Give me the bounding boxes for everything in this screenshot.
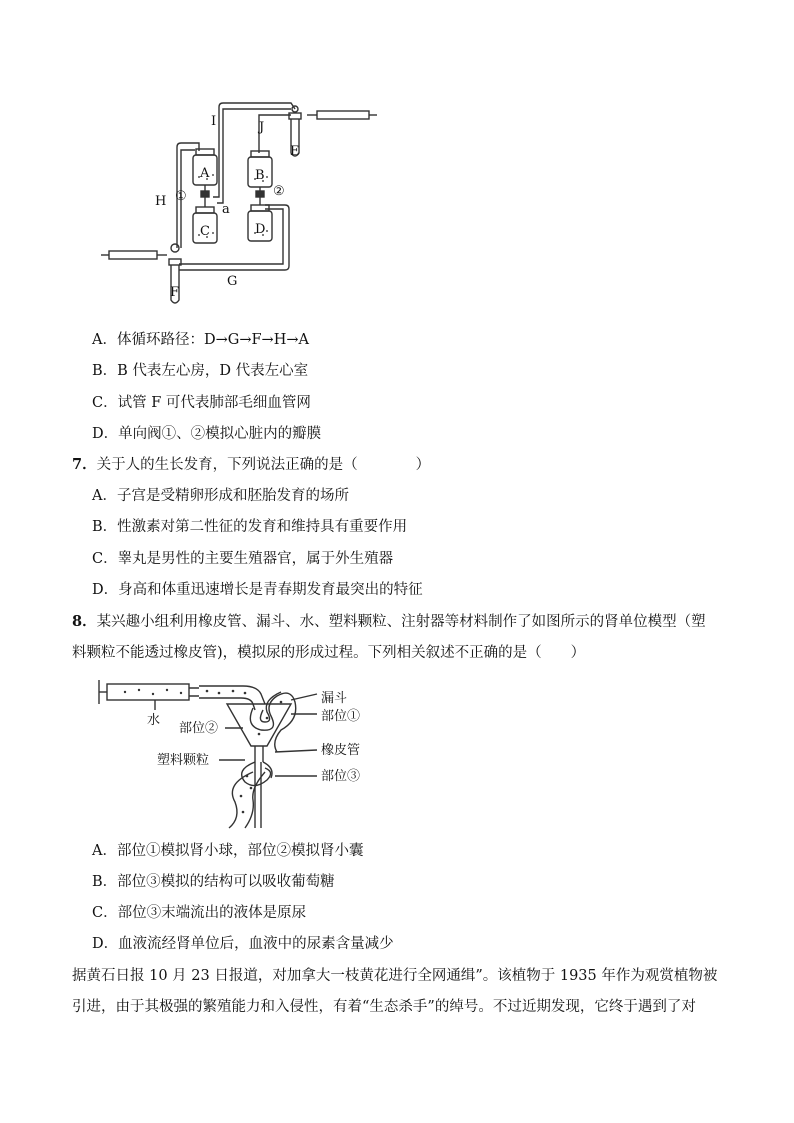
q7-number: 7．: [72, 456, 97, 473]
label-H: H: [155, 194, 167, 209]
q8-option-a: A．部位①模拟肾小球，部位②模拟肾小囊: [92, 843, 364, 859]
label-E: E: [290, 144, 300, 159]
label-part3: 部位③: [321, 769, 361, 784]
label-part1: 部位①: [321, 709, 361, 724]
label-rubber-tube: 橡皮管: [321, 743, 361, 758]
label-F: F: [170, 285, 180, 300]
label-J: J: [259, 120, 265, 135]
circulation-model-figure: [95, 95, 385, 310]
label-I: I: [211, 114, 217, 129]
nephron-model-figure: [95, 672, 395, 830]
label-D: D: [255, 222, 266, 237]
label-A: A: [200, 166, 210, 181]
label-water: 水: [147, 713, 161, 728]
label-part2: 部位②: [179, 721, 219, 736]
q8-stem-1: 某兴趣小组利用橡皮管、漏斗、水、塑料颗粒、注射器等材料制作了如图所示的肾单位模型（塑: [96, 614, 706, 630]
q8-stem-line1: [72, 612, 706, 632]
label-C: C: [200, 224, 210, 239]
q6-option-c: C．试管 F 可代表肺部毛细血管网: [92, 395, 311, 411]
label-valve2: ②: [273, 184, 285, 199]
q8-option-b: B．部位③模拟的结构可以吸收葡萄糖: [92, 874, 335, 890]
q7-option-c: C．睾丸是男性的主要生殖器官，属于外生殖器: [92, 551, 394, 567]
q7-option-d: D．身高和体重迅速增长是青春期发育最突出的特征: [92, 582, 423, 598]
q7-option-b: B．性激素对第二性征的发育和维持具有重要作用: [92, 519, 408, 535]
passage-line1: 据黄石日报 10 月 23 日报道，对加拿大一枝黄花进行全网通缉”。该植物于 1935 年作为观赏植物被: [72, 968, 718, 984]
passage-line2: 引进，由于其极强的繁殖能力和入侵性，有着“生态杀手”的绰号。不过近期发现，它终于遇到了对: [72, 999, 696, 1015]
label-B: B: [255, 168, 265, 183]
q8-option-c: C．部位③末端流出的液体是原尿: [92, 905, 307, 921]
q7-option-a: A．子宫是受精卵形成和胚胎发育的场所: [92, 488, 349, 504]
q6-option-a: A．体循环路径：D→G→F→H→A: [92, 332, 309, 348]
label-funnel: 漏斗: [321, 691, 348, 706]
q8-stem-line2: 料颗粒不能透过橡皮管)，模拟尿的形成过程。下列相关叙述不正确的是（ ）: [72, 645, 586, 661]
q6-option-d: D．单向阀①、②模拟心脏内的瓣膜: [92, 426, 322, 442]
label-plastic: 塑料颗粒: [157, 753, 210, 768]
q7-stem: 关于人的生长发育，下列说法正确的是（ ）: [96, 457, 431, 473]
q6-option-b: B．B 代表左心房，D 代表左心室: [92, 363, 309, 379]
label-valve1: ①: [175, 189, 187, 204]
label-a: a: [222, 202, 230, 217]
label-G: G: [227, 274, 238, 289]
q7-stem-line: [72, 455, 430, 475]
q8-option-d: D．血液流经肾单位后，血液中的尿素含量减少: [92, 936, 394, 952]
q8-number: 8．: [72, 613, 97, 630]
